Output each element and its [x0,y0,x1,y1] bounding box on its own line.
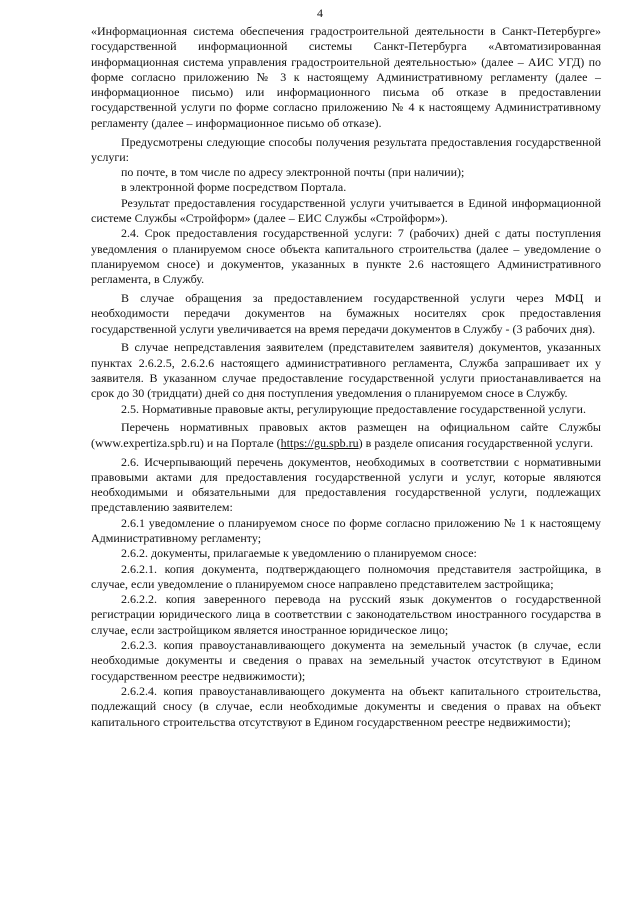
paragraph-2-6-2: 2.6.2. документы, прилагаемые к уведомлению о планируемом сносе: [121,546,477,561]
paragraph-2-4-deadline: 2.4. Срок предоставления государственной услуги: 7 (рабочих) дней с даты поступления уведомления о планируемом сносе объекта капитального строительства (далее – уведомление о планируемом сносе) и документов, указанных в пункте 2.6 настоящего Административного регламента, в Службу. [91,226,601,287]
paragraph-electronic: в электронной форме посредством Портала. [121,180,347,195]
list-acts-text-after: ) в разделе описания государственной услуги. [358,435,594,450]
paragraph-2-6-documents: 2.6. Исчерпывающий перечень документов, необходимых в соответствии с нормативными правовыми актами для предоставления государственной услуги и услуг, которые являются необходимыми и обязательными для предоставления государственной услуги, подлежащих представлению заявителем: [91,454,601,515]
paragraph-by-mail: по почте, в том числе по адресу электронной почты (при наличии); [121,165,465,180]
paragraph-2-5-acts: 2.5. Нормативные правовые акты, регулирующие предоставление государственной услуги. [121,401,586,416]
list-acts-text-before: Перечень нормативных правовых актов размещен на официальном сайте Службы (www.expertiza.spb.ru) и на Портале ( [91,420,601,450]
paragraph-2-6-2-2: 2.6.2.2. копия заверенного перевода на русский язык документов о государственной регистрации юридического лица в соответствии с законодательством иностранного государства в случае, если застройщиком является иностранное юридическое лицо; [91,592,601,637]
page-number: 4 [317,6,323,20]
document-body [91,24,601,730]
paragraph-2-6-2-4: 2.6.2.4. копия правоустанавливающего документа на объект капитального строительства, подлежащий сносу (в случае, если необходимые документы и сведения о правах на объект капитального строительства отсутствуют в Едином государственном реестре недвижимости); [91,683,601,729]
paragraph-list-of-acts [91,420,601,451]
paragraph-non-submission: В случае непредставления заявителем (представителем заявителя) документов, указанных пунктах 2.6.2.5, 2.6.2.6 настоящего административного регламента, Служба запрашивает их у заявителя. В указанном случае предоставление государственной услуги приостанавливается на срок до 30 (тридцати) дней со дня поступления уведомления о планируемом сносе в Службу. [91,340,601,401]
paragraph-2-6-2-3: 2.6.2.3. копия правоустанавливающего документа на земельный участок (в случае, если необходимые документы и сведения о правах на земельный участок отсутствуют в Едином государственном реестре недвижимости); [91,638,601,683]
paragraph-mfc: В случае обращения за предоставлением государственной услуги через МФЦ и необходимости передачи документов на бумажных носителях срок предоставления государственной услуги увеличивается на время передачи документов в Службу - (3 рабочих дня). [91,291,601,336]
paragraph-continuation: «Информационная система обеспечения градостроительной деятельности в Санкт-Петербурге» государственной информационной системы Санкт-Петербурга «Автоматизированная информационная система управления градостроительной деятельностью» (далее – АИС УГД) по форме согласно приложению № 3 к настоящему Административному регламенту (далее – информационное письмо) или информационного письма об отказе в предоставлении государственной услуги по форме согласно приложению № 4 к настоящему Административному регламенту (далее – информационное письмо об отказе). [91,24,601,130]
paragraph-2-6-1: 2.6.1 уведомление о планируемом сносе по форме согласно приложению № 1 к настоящему Административному регламенту; [91,515,601,545]
paragraph-methods: Предусмотрены следующие способы получения результата предоставления государственной услуги: [91,134,601,164]
portal-link[interactable]: https://gu.spb.ru [280,435,359,450]
paragraph-2-6-2-1: 2.6.2.1. копия документа, подтверждающего полномочия представителя застройщика, в случае, если уведомление о планируемом сносе направлено представителем застройщика; [91,561,601,591]
paragraph-result-eis: Результат предоставления государственной услуги учитывается в Единой информационной системе Службы «Стройформ» (далее – ЕИС Службы «Стройформ»). [91,195,601,226]
